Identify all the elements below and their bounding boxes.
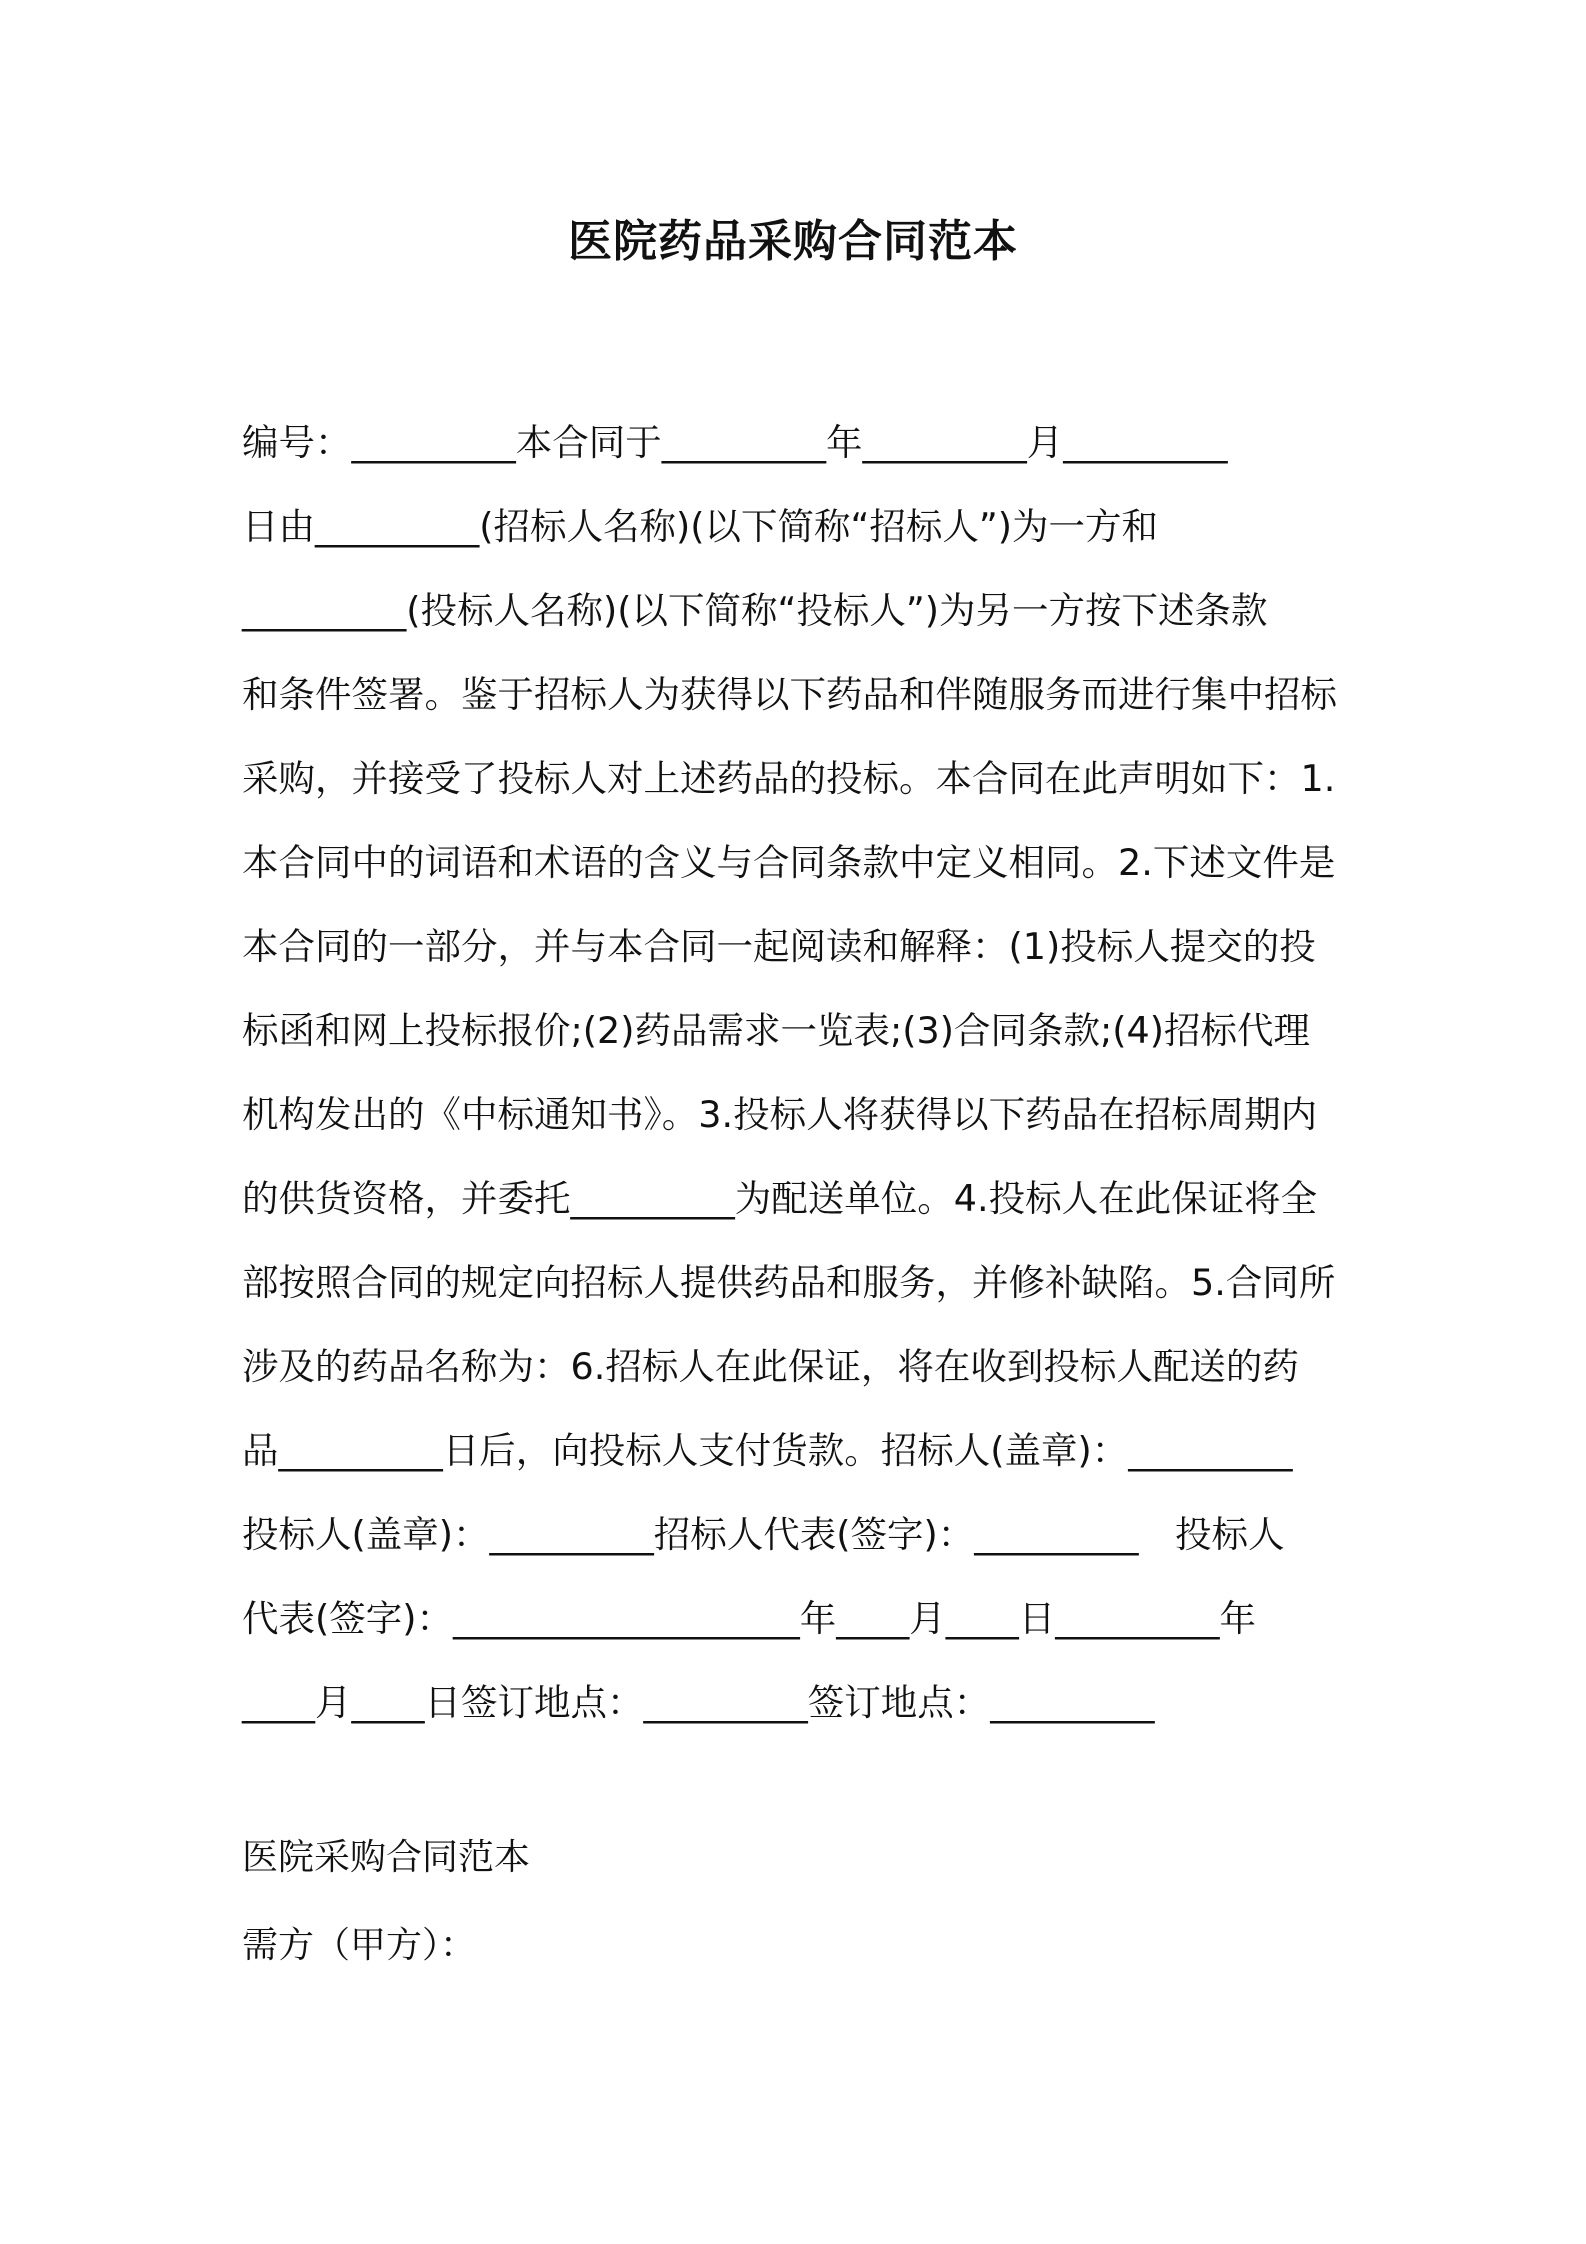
body-line: 日由_________(招标人名称)(以下简称“招标人”)为一方和	[242, 505, 1159, 548]
section-title: 医院采购合同范本	[242, 1837, 531, 1878]
body-line: 标函和网上投标报价;(2)药品需求一览表;(3)合同条款;(4)招标代理	[242, 1009, 1310, 1052]
body-line: 品_________日后，向投标人支付货款。招标人(盖章)：_________	[242, 1429, 1293, 1472]
body-line: ____月____日签订地点：_________签订地点：_________	[242, 1681, 1155, 1724]
body-line: 部按照合同的规定向招标人提供药品和服务，并修补缺陷。5.合同所	[242, 1261, 1336, 1304]
contract-body	[242, 410, 1362, 1754]
body-line: 涉及的药品名称为：6.招标人在此保证，将在收到投标人配送的药	[242, 1345, 1299, 1388]
body-line: 机构发出的《中标通知书》。3.投标人将获得以下药品在招标周期内	[242, 1093, 1318, 1136]
buyer-party-label: 需方（甲方）：	[242, 1925, 477, 1966]
body-line: 投标人(盖章)：_________招标人代表(签字)：_________ 投标人	[242, 1513, 1285, 1556]
body-line: 编号：_________本合同于_________年_________月_________	[242, 421, 1228, 464]
body-line: 采购，并接受了投标人对上述药品的投标。本合同在此声明如下：1.	[242, 757, 1336, 800]
body-line: _________(投标人名称)(以下简称“投标人”)为另一方按下述条款	[242, 589, 1268, 632]
body-line: 的供货资格，并委托_________为配送单位。4.投标人在此保证将全	[242, 1177, 1318, 1220]
body-line: 代表(签字)：___________________年____月____日_________年	[242, 1597, 1256, 1640]
body-line: 本合同中的词语和术语的含义与合同条款中定义相同。2.下述文件是	[242, 841, 1336, 884]
body-line: 和条件签署。鉴于招标人为获得以下药品和伴随服务而进行集中招标	[242, 673, 1337, 716]
body-line: 本合同的一部分，并与本合同一起阅读和解释：(1)投标人提交的投	[242, 925, 1316, 968]
document-title: 医院药品采购合同范本	[568, 216, 1018, 267]
